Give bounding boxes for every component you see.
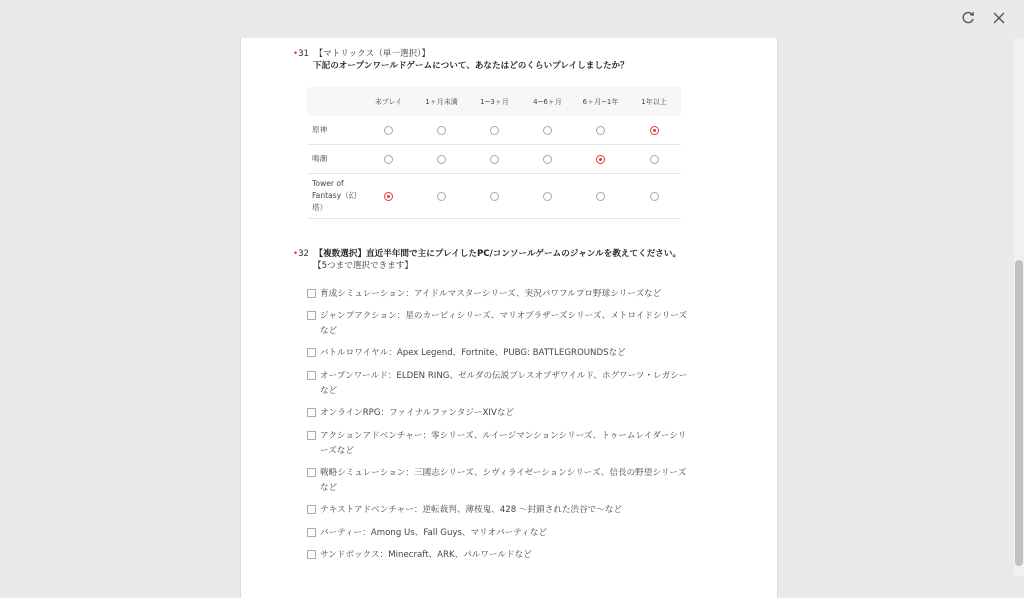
checkbox-option[interactable]	[307, 346, 692, 361]
q31-title: 下記のオープンワールドゲームについて、あなたはどのくらいプレイしましたか？	[313, 61, 629, 71]
radio-button[interactable]	[384, 126, 393, 135]
matrix-row	[307, 116, 681, 145]
matrix-table	[307, 87, 681, 219]
checkbox-option[interactable]	[307, 548, 692, 563]
option-label: サンドボックス：Minecraft、ARK、パルワールドなど	[320, 550, 532, 560]
column-header: 4~6ヶ月	[533, 97, 562, 106]
checkbox-option[interactable]	[307, 429, 692, 459]
column-header: 6ヶ月~1年	[582, 97, 619, 106]
option-label: オンラインRPG：ファイナルファンタジーXIVなど	[320, 408, 515, 418]
radio-button[interactable]	[650, 155, 659, 164]
refresh-icon[interactable]	[958, 8, 978, 28]
radio-button[interactable]	[543, 192, 552, 201]
checkbox-option[interactable]	[307, 369, 692, 399]
question-type: 【マトリックス（単一選択）】	[314, 49, 431, 59]
checkbox[interactable]	[307, 289, 316, 298]
row-label: 原神	[307, 116, 362, 145]
checkbox-option[interactable]	[307, 287, 692, 302]
checkbox-option[interactable]	[307, 406, 692, 421]
checkbox[interactable]	[307, 550, 316, 559]
radio-button[interactable]	[543, 155, 552, 164]
radio-button[interactable]	[490, 126, 499, 135]
column-header: 未プレイ	[374, 97, 403, 106]
option-label: 育成シミュレーション：アイドルマスターシリーズ、実況パワフルプロ野球シリーズなど	[320, 289, 662, 299]
radio-button[interactable]	[437, 126, 446, 135]
required-mark: •	[293, 249, 299, 259]
checkbox[interactable]	[307, 468, 316, 477]
question-number: 31	[298, 49, 310, 59]
overlay-top-bar	[0, 0, 1024, 38]
matrix-row	[307, 174, 681, 219]
close-icon[interactable]	[989, 8, 1009, 28]
checkbox[interactable]	[307, 431, 316, 440]
option-label: 戦略シミュレーション：三國志シリーズ、シヴィライゼーションシリーズ、信長の野望シリーズなど	[320, 468, 687, 493]
scroll-thumb[interactable]	[1015, 260, 1023, 566]
option-label: テキストアドベンチャー：逆転裁判、薄桜鬼、428 〜封鎖された渋谷で〜など	[320, 505, 623, 515]
checkbox[interactable]	[307, 311, 316, 320]
radio-button[interactable]	[650, 192, 659, 201]
option-label: ジャンプアクション：星のカービィシリーズ、マリオブラザーズシリーズ、メトロイドシリーズなど	[320, 311, 687, 336]
radio-button[interactable]	[437, 155, 446, 164]
q32-title: 【複数選択】直近半年間で主にプレイしたPC/コンソールゲームのジャンルを教えてください。	[314, 249, 682, 259]
option-label: パーティー：Among Us、Fall Guys、マリオパーティなど	[320, 528, 547, 538]
matrix-header-row	[307, 87, 681, 116]
page-scrollbar[interactable]	[1014, 38, 1024, 576]
radio-button[interactable]	[596, 155, 605, 164]
checkbox-option[interactable]	[307, 503, 692, 518]
radio-button[interactable]	[490, 192, 499, 201]
option-label: オープンワールド：ELDEN RING、ゼルダの伝説ブレスオブザワイルド、ホグワーツ・レガシーなど	[320, 371, 688, 396]
checkbox[interactable]	[307, 371, 316, 380]
checkbox[interactable]	[307, 408, 316, 417]
radio-button[interactable]	[384, 192, 393, 201]
question-number: 32	[298, 249, 310, 259]
column-header: 1~3ヶ月	[480, 97, 509, 106]
matrix-corner	[307, 87, 362, 116]
checkbox-option[interactable]	[307, 526, 692, 541]
checkbox-option[interactable]	[307, 466, 692, 496]
radio-button[interactable]	[543, 126, 552, 135]
checkbox[interactable]	[307, 348, 316, 357]
required-mark: •	[293, 49, 299, 59]
radio-button[interactable]	[384, 155, 393, 164]
checkbox-option[interactable]	[307, 309, 692, 339]
q32-subtitle: 【5つまで選択できます】	[313, 261, 413, 271]
checkbox[interactable]	[307, 528, 316, 537]
option-label: アクションアドベンチャー：零シリーズ、ルイージマンションシリーズ、トゥームレイダーシリーズなど	[320, 431, 687, 456]
radio-button[interactable]	[596, 192, 605, 201]
radio-button[interactable]	[650, 126, 659, 135]
option-label: バトルロワイヤル：Apex Legend、Fortnite、PUBG: BATTLEGROUNDSなど	[320, 348, 626, 358]
matrix-row	[307, 145, 681, 174]
column-header: 1年以上	[641, 97, 667, 106]
checkbox[interactable]	[307, 505, 316, 514]
row-label: Tower of Fantasy（幻塔）	[307, 174, 362, 219]
column-header: 1ヶ月未満	[425, 97, 458, 106]
radio-button[interactable]	[490, 155, 499, 164]
row-label: 鳴潮	[307, 145, 362, 174]
radio-button[interactable]	[437, 192, 446, 201]
radio-button[interactable]	[596, 126, 605, 135]
